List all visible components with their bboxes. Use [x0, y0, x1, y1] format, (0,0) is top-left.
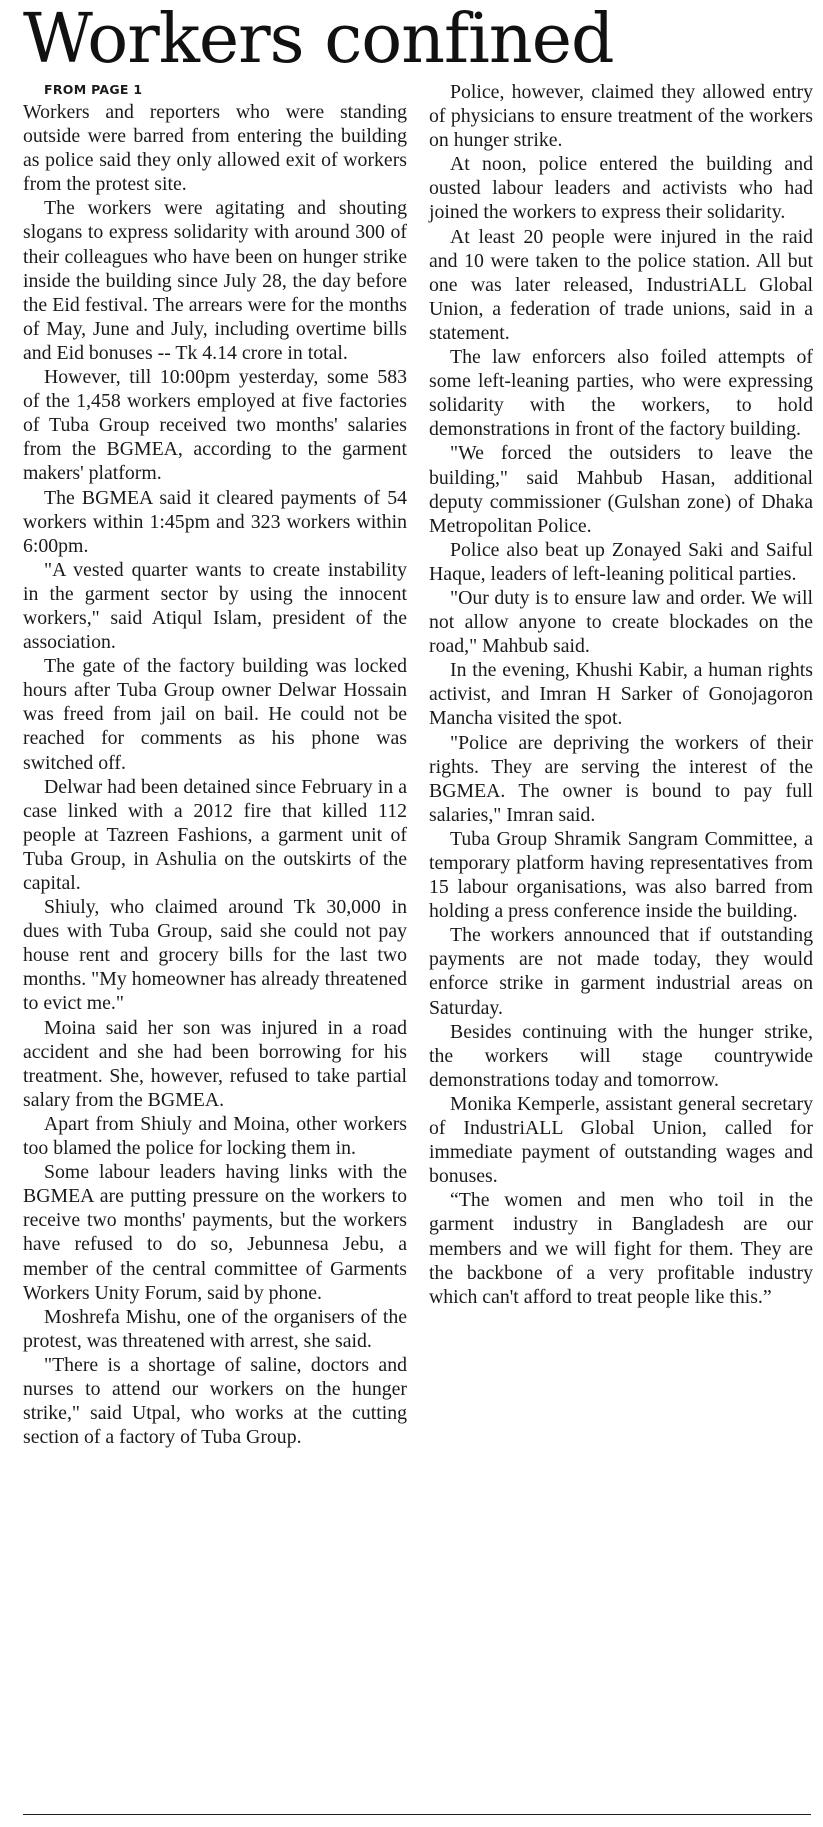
paragraph: Workers and reporters who were standing outside were barred from entering the building as police said they only allowed exit of workers from the protest site.: [23, 101, 407, 196]
paragraph: Shiuly, who claimed around Tk 30,000 in dues with Tuba Group, said she could not pay house rent and grocery bills for the last two months. "My homeowner has already threatened to evict me.": [23, 896, 407, 1015]
paragraph: Delwar had been detained since February in a case linked with a 2012 fire that killed 112 people at Tazreen Fashions, a garment unit of Tuba Group, in Ashulia on the outskirts of the capital.: [23, 775, 407, 894]
paragraph: “The women and men who toil in the garment industry in Bangladesh are our members and we will fight for them. They are the backbone of a very profitable industry which can't afford to treat people like this.”: [429, 1189, 813, 1308]
headline: Workers confined: [23, 0, 614, 79]
bottom-rule: [23, 1814, 811, 1815]
paragraph: Tuba Group Shramik Sangram Committee, a temporary platform having representatives from 15 labour organisations, was also barred from holding a press conference inside the building.: [429, 827, 813, 923]
paragraph: The gate of the factory building was locked hours after Tuba Group owner Delwar Hossain was freed from jail on bail. He could not be reached for comments as his phone was switched off.: [23, 655, 407, 774]
paragraph: Police, however, claimed they allowed entry of physicians to ensure treatment of the workers on hunger strike.: [429, 81, 813, 152]
paragraph: In the evening, Khushi Kabir, a human rights activist, and Imran H Sarker of Gonojagoron Mancha visited the spot.: [429, 659, 813, 730]
paragraph: The workers were agitating and shouting slogans to express solidarity with around 300 of their colleagues who have been on hunger strike inside the building since July 28, the day before the Eid festival. The arrears were for the months of May, June and July, including overtime bills and Eid bonuses -- Tk 4.14 crore in total.: [23, 197, 407, 364]
paragraph: However, till 10:00pm yesterday, some 583 of the 1,458 workers employed at five factories of Tuba Group received two months' salaries from the BGMEA, according to the garment makers' platform.: [23, 366, 407, 485]
paragraph: Apart from Shiuly and Moina, other workers too blamed the police for locking them in.: [23, 1112, 407, 1160]
paragraph: At least 20 people were injured in the raid and 10 were taken to the police station. All but one was later released, IndustriALL Global Union, a federation of trade unions, said in a statement.: [429, 225, 813, 344]
paragraph: The BGMEA said it cleared payments of 54 workers within 1:45pm and 323 workers within 6:00pm.: [23, 486, 407, 557]
paragraph: "We forced the outsiders to leave the building," said Mahbub Hasan, additional deputy commissioner (Gulshan zone) of Dhaka Metropolitan Police.: [429, 442, 813, 537]
paragraph: At noon, police entered the building and ousted labour leaders and activists who had joined the workers to express their solidarity.: [429, 153, 813, 224]
paragraph: "There is a shortage of saline, doctors and nurses to attend our workers on the hunger strike," said Utpal, who works at the cutting section of a factory of Tuba Group.: [23, 1353, 407, 1449]
paragraph: Moina said her son was injured in a road accident and she had been borrowing for his treatment. She, however, refused to take partial salary from the BGMEA.: [23, 1016, 407, 1111]
paragraph: The workers announced that if outstanding payments are not made today, they would enforce strike in garment industrial areas on Saturday.: [429, 924, 813, 1019]
paragraph: Besides continuing with the hunger strike, the workers will stage countrywide demonstrations today and tomorrow.: [429, 1020, 813, 1091]
column-right: [429, 80, 813, 1805]
column-left: [23, 80, 407, 1805]
paragraph: Police also beat up Zonayed Saki and Saiful Haque, leaders of left-leaning political parties.: [429, 538, 813, 585]
continued-from-label: FROM PAGE 1: [44, 82, 143, 97]
paragraph: Monika Kemperle, assistant general secretary of IndustriALL Global Union, called for immediate payment of outstanding wages and bonuses.: [429, 1092, 813, 1188]
paragraph: "Our duty is to ensure law and order. We will not allow anyone to create blockades on the road," Mahbub said.: [429, 586, 813, 658]
paragraph: Moshrefa Mishu, one of the organisers of the protest, was threatened with arrest, she said.: [23, 1305, 407, 1352]
paragraph: "Police are depriving the workers of their rights. They are serving the interest of the BGMEA. The owner is bound to pay full salaries," Imran said.: [429, 731, 813, 826]
paragraph: Some labour leaders having links with the BGMEA are putting pressure on the workers to receive two months' payments, but the workers have refused to do so, Jebunnesa Jebu, a member of the central committee of Garments Workers Unity Forum, said by phone.: [23, 1161, 407, 1304]
article-columns: [23, 80, 813, 1805]
paragraph: The law enforcers also foiled attempts of some left-leaning parties, who were expressing solidarity with the workers, to hold demonstrations in front of the factory building.: [429, 346, 813, 441]
paragraph: "A vested quarter wants to create instability in the garment sector by using the innocent workers," said Atiqul Islam, president of the association.: [23, 558, 407, 654]
